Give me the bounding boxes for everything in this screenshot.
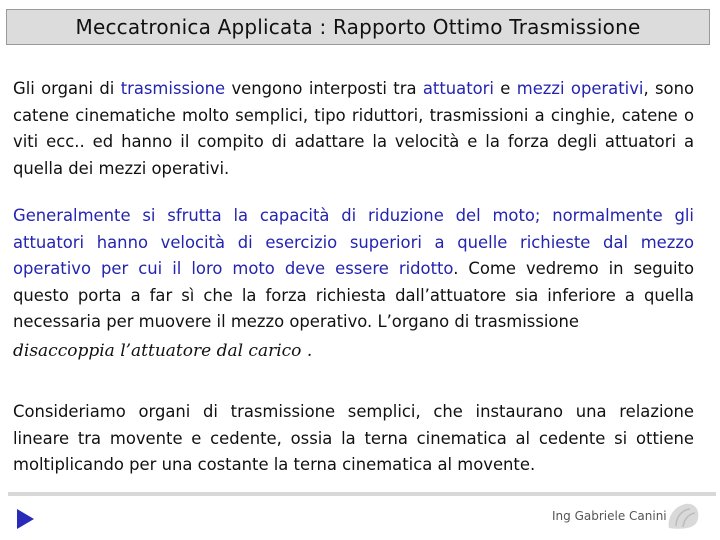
highlight-mezzi-operativi: mezzi operativi bbox=[516, 79, 644, 98]
paragraph-riduzione bbox=[13, 203, 694, 364]
paragraph-intro bbox=[13, 76, 694, 182]
footer-divider bbox=[8, 492, 716, 496]
footer-author: Ing Gabriele Canini bbox=[552, 509, 667, 523]
text-run: vengono interposti tra bbox=[225, 79, 423, 98]
highlight-attuatori: attuatori bbox=[422, 79, 494, 98]
text-run: , sono catene cinematiche molto semplici, tipo riduttori, trasmissioni a cinghie, catene o viti ecc.. ed hanno il compito di adattare la velocità e la forza degli attuatori a quella dei mezzi operativi. bbox=[13, 79, 694, 178]
italic-conclusion: disaccoppia l’attuatore dal carico . bbox=[13, 340, 313, 361]
text-run: e bbox=[493, 79, 517, 98]
text-run: . Come vedremo in seguito questo porta a far sì che la forza richiesta dall’attuatore sia inferiore a quella necessaria per muovere il mezzo operativo. L’organo di trasmissione bbox=[13, 259, 695, 331]
text-run: Consideriamo organi di trasmissione semplici, che instaurano una relazione lineare tra movente e cedente, ossia la terna cinematica al cedente si ottiene moltiplicando per una costante la terna cinematica al movente. bbox=[13, 402, 694, 474]
slide-title-bar bbox=[6, 9, 710, 45]
paragraph-consideriamo bbox=[13, 399, 694, 479]
highlight-riduzione: Generalmente si sfrutta la capacità di riduzione del moto; normalmente gli attuatori hanno velocità di esercizio superiori a quelle richieste dal mezzo operativo per cui il loro moto deve essere ridotto bbox=[13, 206, 694, 278]
slide-title: Meccatronica Applicata : Rapporto Ottimo Trasmissione bbox=[75, 15, 641, 39]
highlight-trasmissione: trasmissione bbox=[120, 79, 226, 98]
text-run: Gli organi di bbox=[13, 79, 121, 98]
shell-logo-icon bbox=[663, 500, 703, 530]
play-arrow-icon[interactable] bbox=[15, 508, 35, 530]
